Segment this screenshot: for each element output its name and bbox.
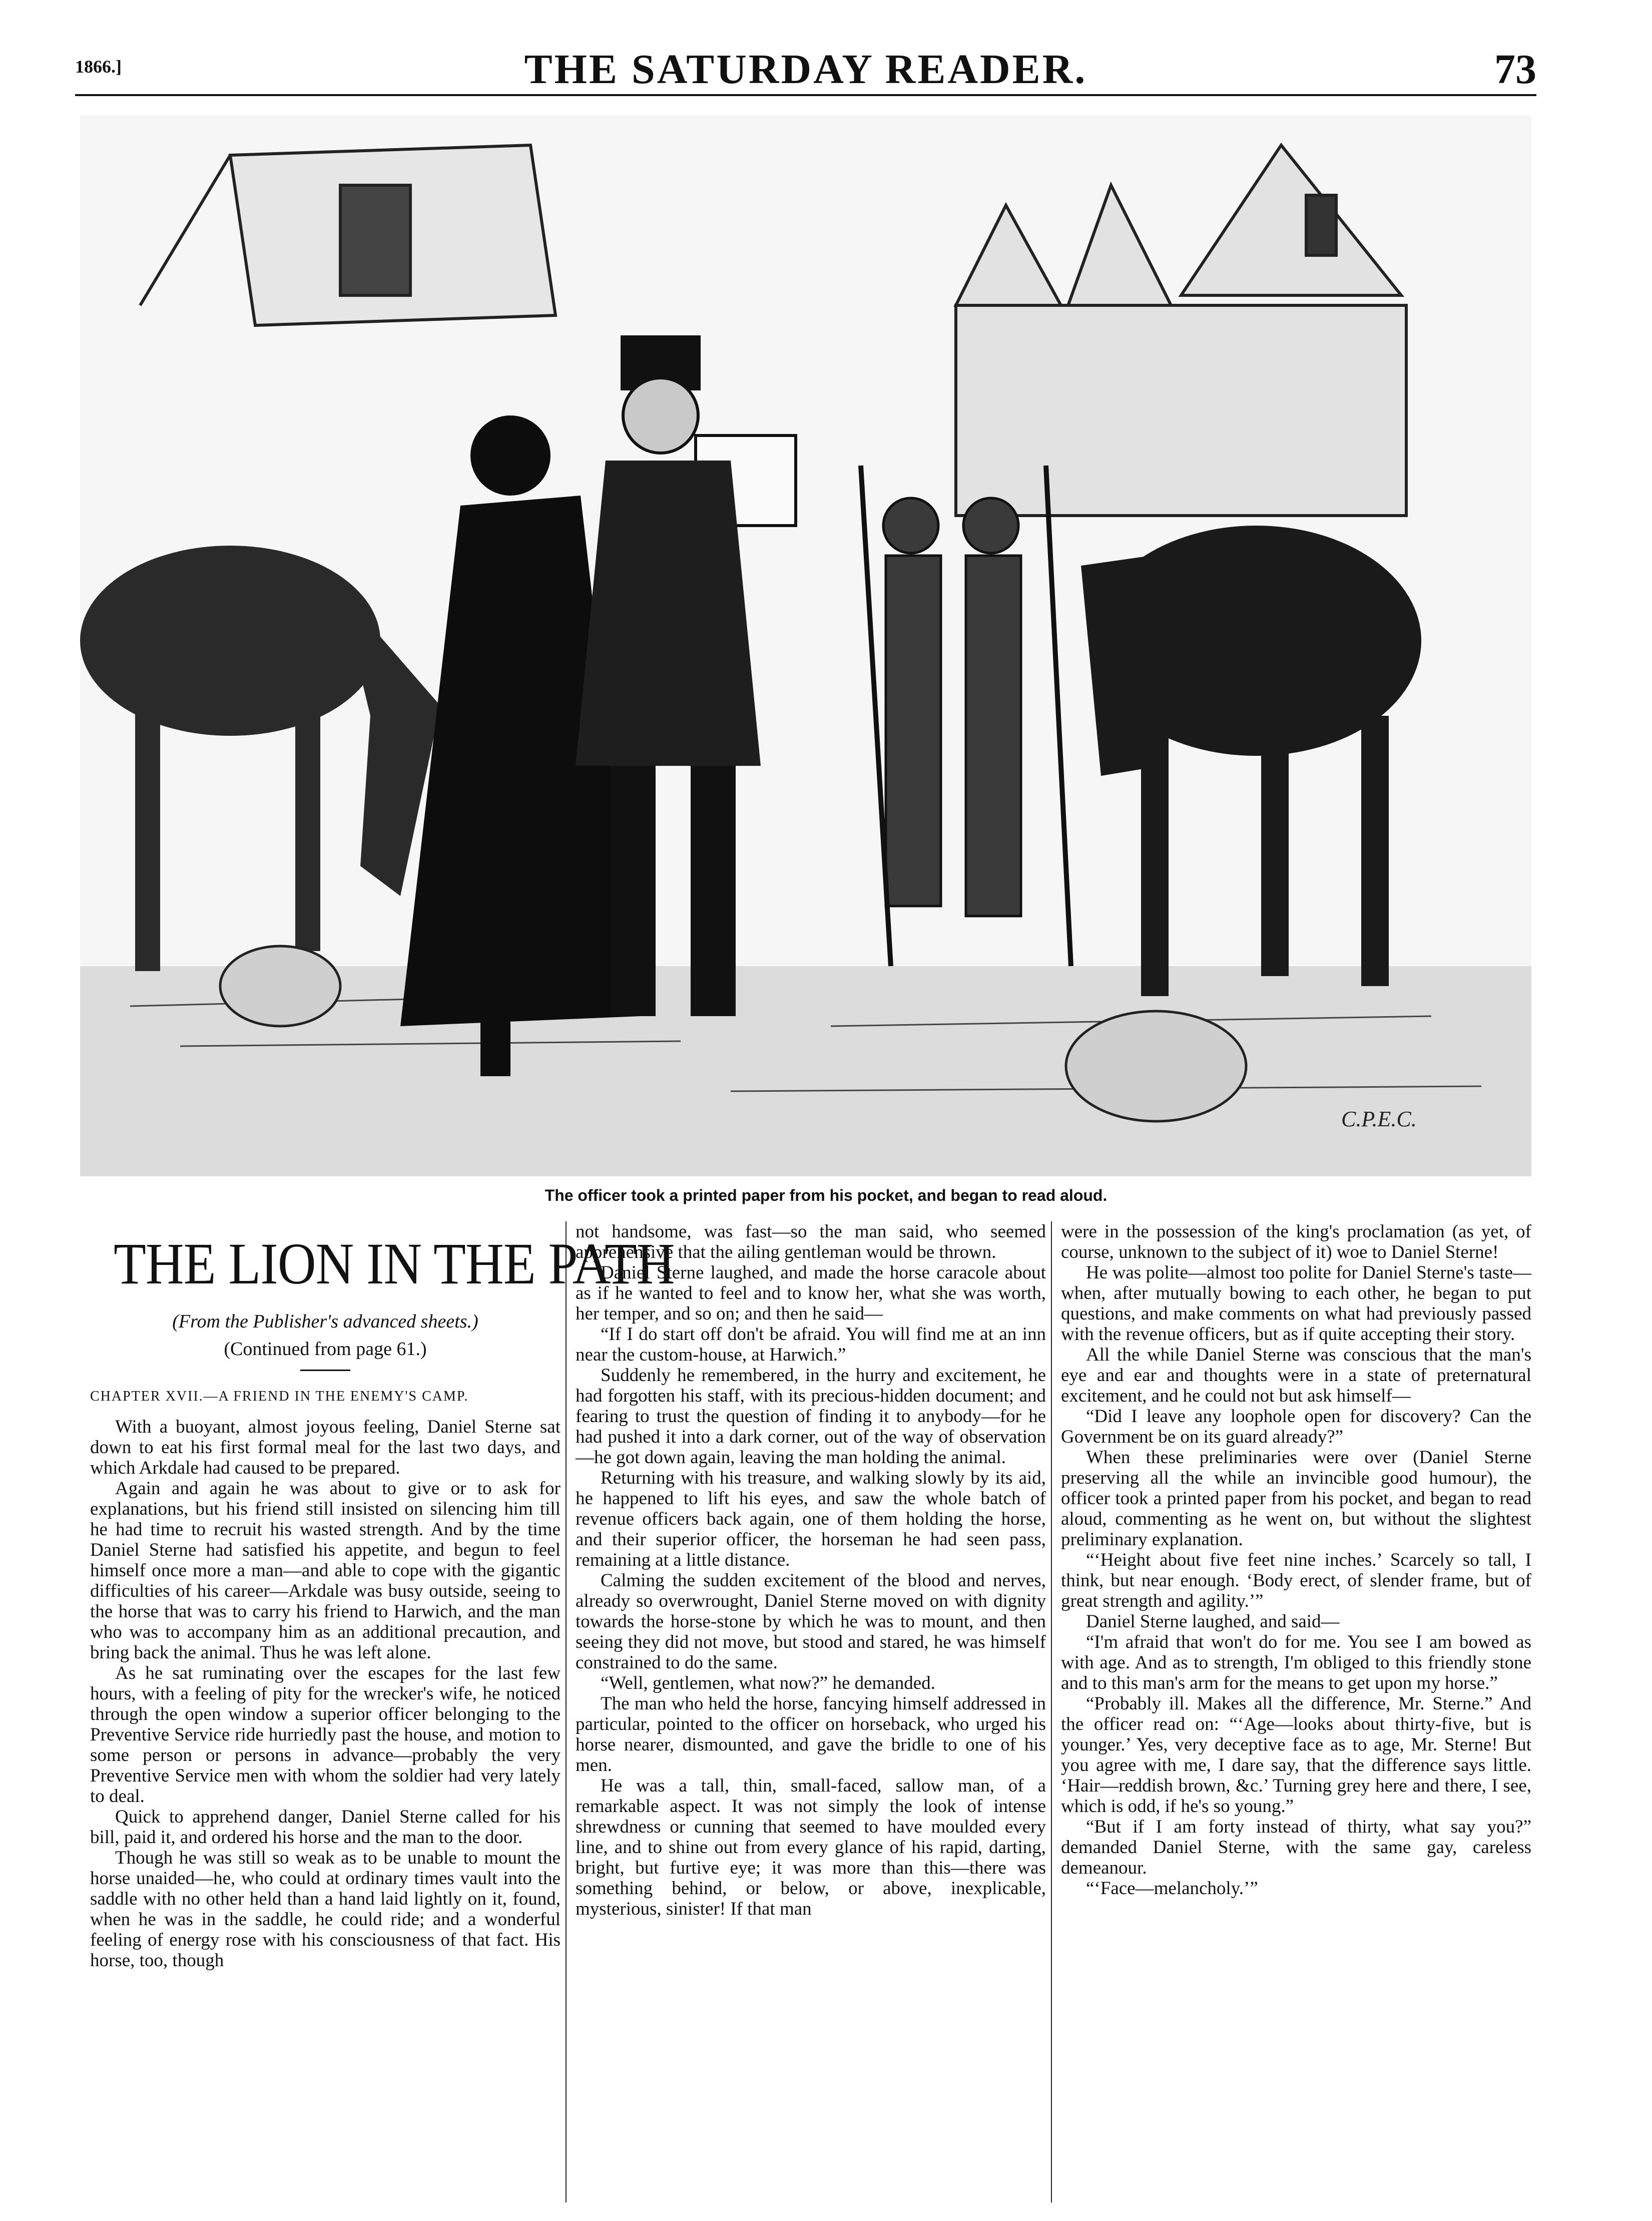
paragraph: “Did I leave any loophole open for discovery? Can the Government be on its guard already?”	[1061, 1406, 1531, 1447]
column-divider	[566, 1221, 567, 2202]
paragraph: Suddenly he remembered, in the hurry and excitement, he had forgotten his staff, with its precious-hidden document; and fearing to trust the question of finding it to anybody—for he had pushed it into a dark corner, out of the way of observation—he got down again, leaving the man holding the animal.	[576, 1365, 1046, 1468]
paragraph: Returning with his treasure, and walking slowly by its aid, he happened to lift his eyes, and saw the whole batch of revenue officers back again, one of them holding the horse, and their superior officer, the horseman he had seen pass, remaining at a little distance.	[576, 1468, 1046, 1570]
paragraph: were in the possession of the king's proclamation (as yet, of course, unknown to the subject of it) woe to Daniel Sterne!	[1061, 1221, 1531, 1262]
paragraph: As he sat ruminating over the escapes for the last few hours, with a feeling of pity for the wrecker's wife, he noticed through the open window a superior officer belonging to the Preventive Service ride hurriedly past the house, and motion to some person or persons in advance—probably the very Preventive Service men with whom the soldier had very lately to deal.	[90, 1663, 561, 1807]
paragraph: “‘Height about five feet nine inches.’ Scarcely so tall, I think, but near enough. ‘Body erect, of slender frame, but of great strength and agility.’”	[1061, 1550, 1531, 1611]
paragraph: “Probably ill. Makes all the difference, Mr. Sterne.” And the officer read on: “‘Age—looks about thirty-five, but is younger.’ Yes, very deceptive face as to age, Mr. Sterne! But you agree with me, I dare say, that the difference says little. ‘Hair—reddish brown, &c.’ Turning grey here and there, I see, which is odd, if he's so young.”	[1061, 1693, 1531, 1817]
chapter-heading: CHAPTER XVII.—A FRIEND IN THE ENEMY'S CAMP.	[90, 1389, 469, 1404]
paragraph: When these preliminaries were over (Daniel Sterne preserving all the while an invincible good humour), the officer took a printed paper from his pocket, and began to read aloud, commenting as he went on, but without the slightest preliminary explanation.	[1061, 1447, 1531, 1550]
paragraph: He was polite—almost too polite for Daniel Sterne's taste—when, after mutually bowing to each other, he began to put questions, and make comments on what had previously passed with the revenue officers, but as if quite accepting their story.	[1061, 1262, 1531, 1345]
paragraph: He was a tall, thin, small-faced, sallow man, of a remarkable aspect. It was not simply the look of intense shrewdness or cunning that seemed to have moulded every line, and to shine out from every glance of his rapid, darting, bright, but furtive eye; it was more than this—there was something behind, or below, or above, inexplicable, mysterious, sinister! If that man	[576, 1775, 1046, 1919]
paragraph: Daniel Sterne laughed, and made the horse caracole about as if he wanted to feel and to know her, what she was worth, her temper, and so on; and then he said—	[576, 1262, 1046, 1324]
paragraph: Calming the sudden excitement of the blood and nerves, already so overwrought, Daniel Sterne moved on with dignity towards the horse-stone by which he was to mount, and then seeing they did not move, but stood and stared, he was himself constrained to do the same.	[576, 1570, 1046, 1673]
paragraph: not handsome, was fast—so the man said, who seemed apprehensive that the ailing gentleman would be thrown.	[576, 1221, 1046, 1262]
paragraph: With a buoyant, almost joyous feeling, Daniel Sterne sat down to eat his first formal meal for the last two days, and which Arkdale had caused to be prepared.	[90, 1417, 561, 1478]
paragraph: Again and again he was about to give or to ask for explanations, but his friend still insisted on silencing him till he had time to recruit his wasted strength. And by the time Daniel Sterne had satisfied his appetite, and begun to feel himself once more a man—and able to cope with the gigantic difficulties of his career—Arkdale was busy outside, seeing to the horse that was to carry his friend to Harwich, and the man who was to accompany him as an additional precaution, and bring back the animal. Thus he was left alone.	[90, 1478, 561, 1663]
paragraph: “I'm afraid that won't do for me. You see I am bowed as with age. And as to strength, I'm obliged to this friendly stone and to this man's arm for the means to get upon my horse.”	[1061, 1632, 1531, 1693]
header-year: 1866.]	[75, 57, 122, 77]
engraving-illustration	[80, 115, 1531, 1176]
page-number: 73	[1494, 46, 1536, 93]
paragraph: Quick to apprehend danger, Daniel Sterne called for his bill, paid it, and ordered his horse and the man to the door.	[90, 1807, 561, 1848]
header-rule	[75, 94, 1536, 96]
artist-signature: C.P.E.C.	[1341, 1107, 1417, 1131]
column-divider	[1051, 1221, 1052, 2202]
paragraph: Daniel Sterne laughed, and said—	[1086, 1611, 1340, 1632]
title-rule	[300, 1370, 350, 1371]
text-column-3	[1061, 1221, 1531, 2202]
paragraph: “But if I am forty instead of thirty, what say you?” demanded Daniel Sterne, with the same gay, careless demeanour.	[1061, 1817, 1531, 1878]
illustration-caption: The officer took a printed paper from his pocket, and began to read aloud.	[544, 1186, 1108, 1204]
story-subtitle: (From the Publisher's advanced sheets.)	[172, 1311, 478, 1332]
continued-note: (Continued from page 61.)	[224, 1339, 427, 1360]
paragraph: “‘Face—melancholy.’”	[1086, 1878, 1258, 1899]
engraving-drawing	[80, 115, 1531, 1176]
paragraph: The man who held the horse, fancying himself addressed in particular, pointed to the officer on horseback, who urged his horse nearer, dismounted, and gave the bridle to one of his men.	[576, 1693, 1046, 1775]
text-column-2	[576, 1221, 1046, 2202]
paragraph: “If I do start off don't be afraid. You will find me at an inn near the custom-house, at Harwich.”	[576, 1324, 1046, 1365]
paragraph: All the while Daniel Sterne was conscious that the man's eye and ear and thoughts were in a state of preternatural excitement, and he could not but ask himself—	[1061, 1345, 1531, 1406]
text-column-1	[90, 1221, 675, 2202]
story-title: THE LION IN THE PATH	[114, 1231, 675, 1296]
paragraph: Though he was still so weak as to be unable to mount the horse unaided—he, who could at ordinary times vault into the saddle with no other held than a hand laid lightly on it, found, when he was in the saddle, he could ride; and a wonderful feeling of energy rose with his consciousness of that fact. His horse, too, though	[90, 1848, 561, 1971]
masthead-title: THE SATURDAY READER.	[524, 46, 1087, 93]
paragraph: “Well, gentlemen, what now?” he demanded.	[601, 1673, 935, 1693]
